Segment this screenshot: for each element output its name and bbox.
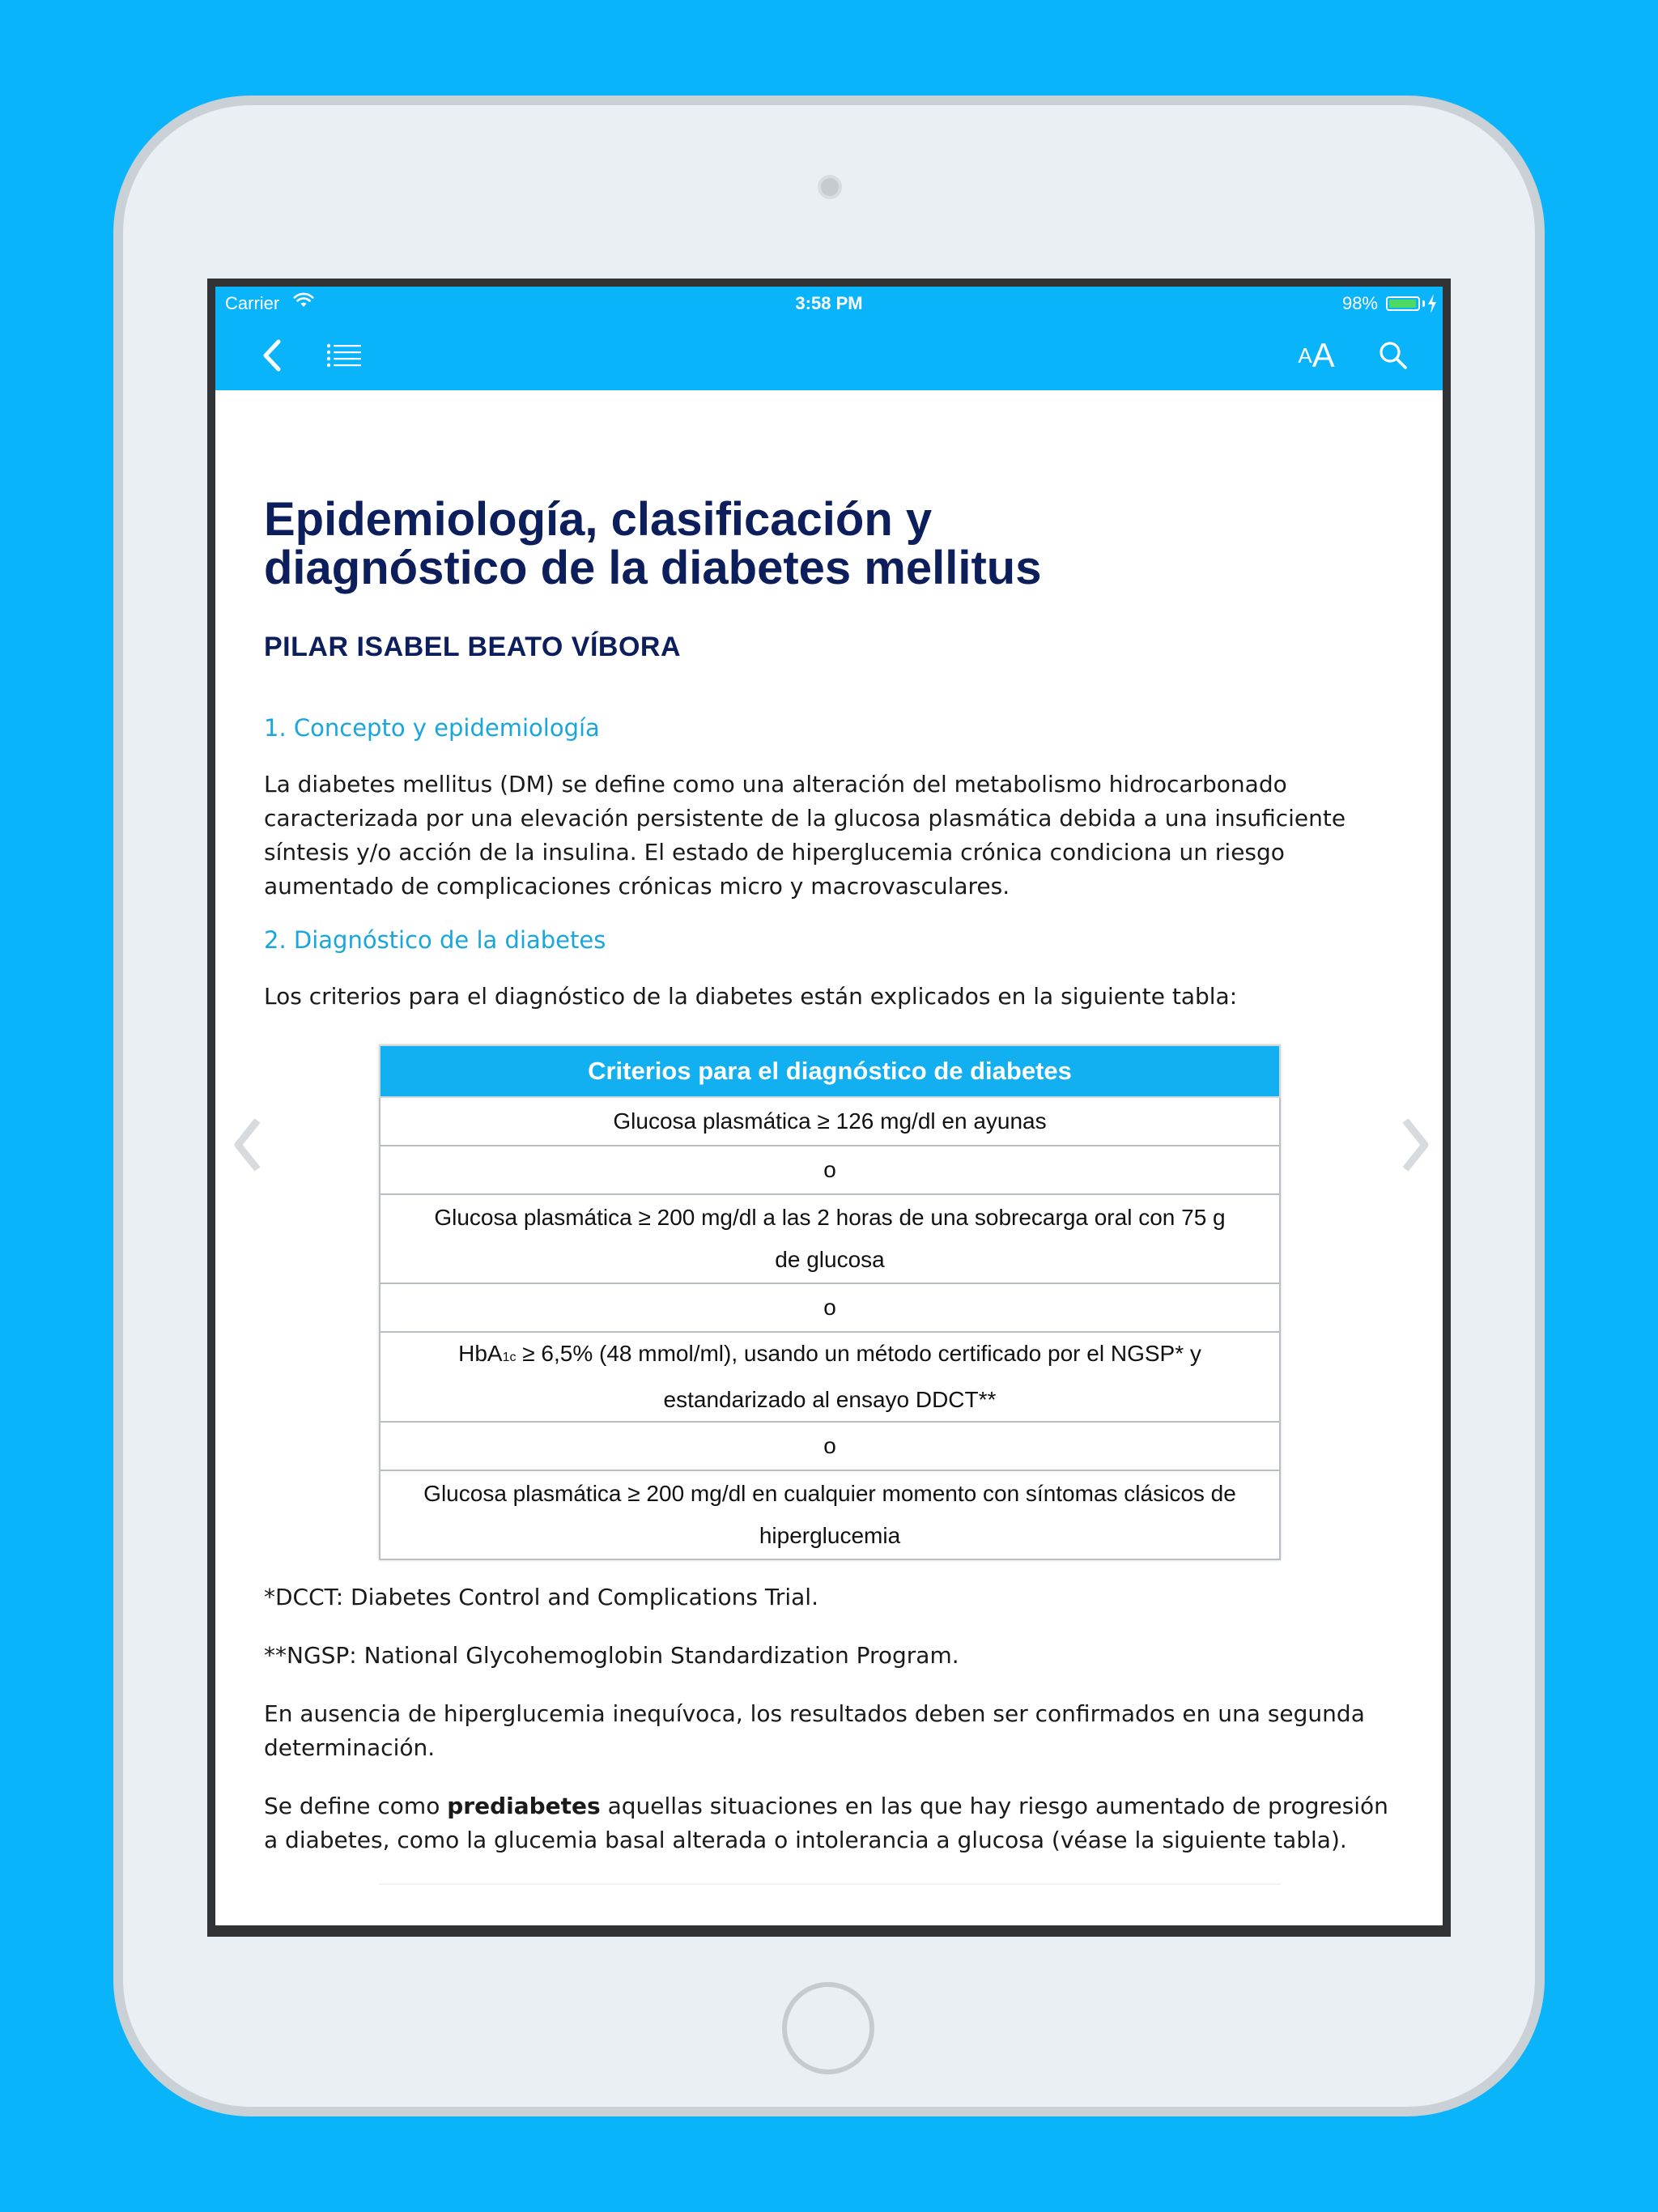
charging-bolt-icon [1426,294,1438,313]
table-row [380,1332,1280,1422]
table-row [380,1470,1280,1559]
section-heading-concepto[interactable]: 1. Concepto y epidemiología [264,714,600,742]
paragraph-prediabetes [264,1789,1394,1857]
prediabetes-term: prediabetes [447,1793,601,1819]
font-size-button[interactable] [1284,321,1349,390]
battery-icon [1386,296,1420,311]
criterion-hba1c [380,1332,1280,1422]
table-row [380,1146,1280,1194]
article-title-text [264,493,1316,594]
section-heading-diagnostico[interactable]: 2. Diagnóstico de la diabetes [264,926,606,954]
paragraph-concepto: La diabetes mellitus (DM) se define como una alteración del metabolismo hidrocarbonado caracterizada por una elevación persistente de la glucosa plasmática debida a una insuficiente síntesis y/o acción de la insulina. El estado de hiperglucemia crónica condiciona un riesgo aumentado de complicaciones crónicas micro y macrovasculares. [264,771,1346,900]
or-separator: o [380,1283,1280,1332]
author-name: PILAR ISABEL BEATO VÍBORA [264,632,681,662]
criterion-fasting-glucose: Glucosa plasmática ≥ 126 mg/dl en ayunas [380,1097,1280,1146]
back-button[interactable] [248,321,296,390]
table-row [380,1422,1280,1470]
font-size-big-glyph: A [1312,336,1335,374]
prediabetes-rest: aquellas situaciones en las que hay riesgo aumentado de progresión a diabetes, como la glucemia basal alterada o intolerancia a glucosa (véase la siguiente tabla). [264,1793,1388,1853]
prediabetes-prefix: Se define como [264,1793,448,1819]
chevron-right-icon [1396,1112,1436,1177]
list-icon [326,342,362,368]
search-button[interactable] [1365,321,1422,390]
font-size-small-glyph: A [1298,342,1312,368]
previous-page-button[interactable] [227,1112,267,1177]
carrier-label: Carrier [225,293,280,313]
paragraph-diagnostico-intro: Los criterios para el diagnóstico de la diabetes están explicados en la siguiente tabla: [264,983,1238,1010]
table-row [380,1283,1280,1332]
chevron-left-icon [227,1112,267,1177]
next-table-edge [379,1883,1281,1885]
footnote-ngsp: **NGSP: National Glycohemoglobin Standardization Program. [264,1642,959,1669]
table-row [380,1097,1280,1146]
table-of-contents-button[interactable] [316,321,372,390]
diagnosis-criteria-table [379,1044,1281,1560]
hba1c-prefix: HbA [458,1341,503,1366]
nav-bar [215,321,1443,390]
hba1c-subscript: 1c [502,1351,517,1364]
or-separator: o [380,1146,1280,1194]
battery-tip [1422,300,1425,307]
criterion-random-glucose: Glucosa plasmática ≥ 200 mg/dl en cualquier momento con síntomas clásicos de hiperglucemia [380,1470,1280,1559]
title-line-1: Epidemiología, clasificación y [264,493,933,546]
title-line-2: diagnóstico de la diabetes mellitus [264,542,1042,594]
criterion-oral-load: Glucosa plasmática ≥ 200 mg/dl a las 2 horas de una sobrecarga oral con 75 g de glucosa [380,1194,1280,1283]
clock: 3:58 PM [795,293,863,313]
status-bar [215,287,1443,321]
battery-fill [1389,300,1416,308]
camera [818,175,842,199]
footnote-dcct: *DCCT: Diabetes Control and Complications Trial. [264,1584,818,1610]
or-separator: o [380,1422,1280,1470]
next-page-button[interactable] [1396,1112,1436,1177]
table-row [380,1194,1280,1283]
chevron-left-icon [261,339,283,372]
hba1c-rest: ≥ 6,5% (48 mmol/ml), usando un método certificado por el NGSP* y estandarizado al ensayo DDCT** [516,1341,1201,1412]
battery-percent: 98% [1341,293,1378,313]
table-header: Criterios para el diagnóstico de diabetes [380,1045,1280,1097]
search-icon [1378,340,1409,371]
home-button[interactable] [782,1982,874,2074]
paragraph-confirmation: En ausencia de hiperglucemia inequívoca, los resultados deben ser confirmados en una segunda determinación. [264,1700,1365,1761]
